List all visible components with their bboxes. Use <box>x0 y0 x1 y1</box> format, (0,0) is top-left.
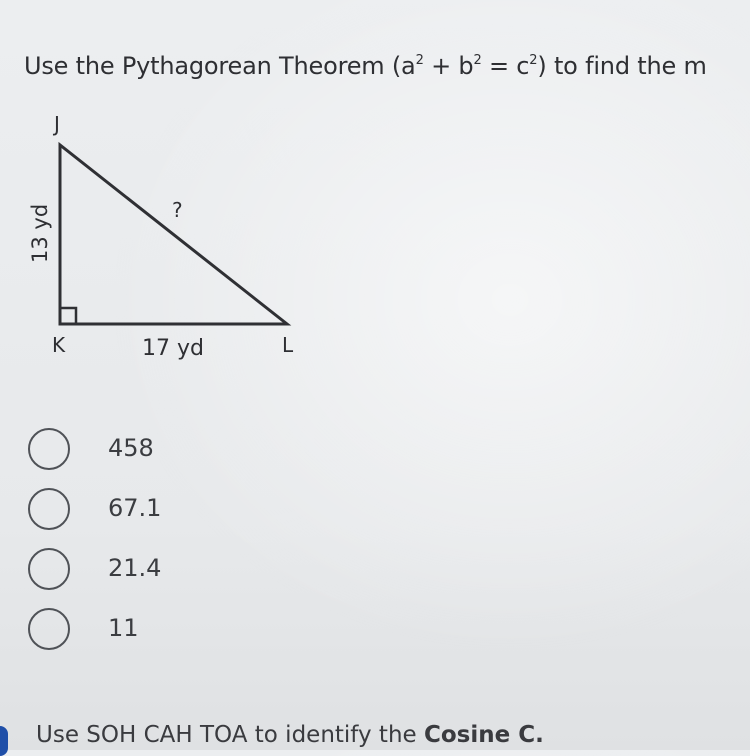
question-equals: = c <box>481 52 530 80</box>
side-jk-label: 13 yd <box>28 203 52 263</box>
side-kl-label: 17 yd <box>142 336 204 361</box>
next-question-prefix: Use SOH CAH TOA to identify the <box>36 722 424 748</box>
option-1-radio[interactable] <box>28 428 70 470</box>
option-1-label[interactable]: 458 <box>108 434 154 462</box>
next-question-bold: Cosine C. <box>423 722 544 748</box>
vertex-k-label: K <box>52 333 66 357</box>
vertex-l-label: L <box>282 333 294 357</box>
option-4-radio[interactable] <box>28 608 70 650</box>
triangle-shape <box>60 145 287 324</box>
question-suffix: ) to find the m <box>537 52 707 80</box>
question-prefix: Use the Pythagorean Theorem (a <box>24 52 416 80</box>
option-3-radio[interactable] <box>28 548 70 590</box>
question-number-badge <box>0 726 8 756</box>
option-3-label[interactable]: 21.4 <box>108 554 162 582</box>
option-2-radio[interactable] <box>28 488 70 530</box>
vertex-j-label: J <box>54 112 60 136</box>
option-4-label[interactable]: 11 <box>108 614 139 642</box>
next-question-text <box>36 722 544 748</box>
exponent-a: 2 <box>415 53 424 68</box>
hypotenuse-label: ? <box>172 198 183 222</box>
exponent-c: 2 <box>529 53 538 68</box>
option-2-label[interactable]: 67.1 <box>108 494 162 522</box>
exponent-b: 2 <box>473 53 482 68</box>
right-angle-marker <box>60 308 76 324</box>
question-plus: + b <box>423 52 474 80</box>
